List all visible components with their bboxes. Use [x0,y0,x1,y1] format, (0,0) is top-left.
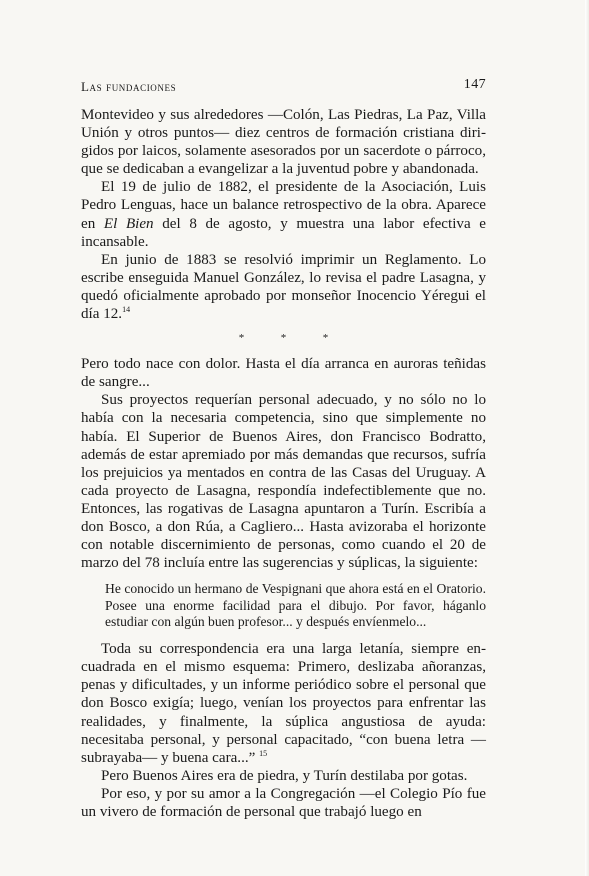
text-run: En junio de 1883 se resolvió imprimir un Reglamento. Lo escribe enseguida Manuel González, lo revisa el padre Lasagna, y quedó oficialmente aprobado por monseñor Inocencio Yéregui el día 12. [81,251,486,323]
paragraph: Pero todo nace con dolor. Hasta el día arranca en auroras teñidas de sangre... [81,356,486,391]
text-run: El 19 de julio de 1882, el presidente de la Asociación, Luis Pedro Lenguas, hace un balance retrospectivo de la obra. Aparece en [81,179,486,232]
separator-star: * [280,332,287,345]
separator-star: * [238,332,245,345]
section-separator [81,325,486,355]
paragraph [81,640,486,767]
newspaper-title: El Bien [103,215,154,232]
footnote-ref: 15 [259,748,268,758]
block-quote [105,581,486,630]
paragraph [81,251,486,323]
paragraph: Por eso, y por su amor a la Congregación —el Colegio Pío fue un vivero de formación de personal que trabajó luego en [81,785,486,820]
running-head: Las fundaciones [81,79,177,94]
paragraph: Pero Buenos Aires era de piedra, y Turín destilaba por gotas. [101,767,468,784]
paragraph: Montevideo y sus alrededores —Colón, Las Piedras, La Paz, Villa Unión y otros puntos— diez centros de formación cristiana dirigidos por laicos, solamente asesorados por un sacerdote o párroco, que se dedicaban a evangelizar a la juventud pobre y abandonada. [81,107,486,178]
page-edge [585,0,589,876]
page-header [81,77,486,95]
separator-star: * [322,332,329,345]
footnote-ref: 14 [122,305,131,314]
text-run: del 8 de agosto, y muestra una labor efectiva e incansable. [81,215,486,250]
page-number: 147 [463,77,486,92]
paragraph: Sus proyectos requerían personal adecuado, y no sólo no lo había con la necesaria competencia, sino que simplemente no había. El Superior de Buenos Aires, don Francisco Bodratto, además de estar apremiado por más demandas que recursos, sufría los prejuicios ya mentados en contra de las Casas del Uruguay. A cada proyecto de Lasagna, respondía indefectiblemente que no. Entonces, las rogativas de Lasagna apuntaron a Turín. Escribía a don Bosco, a don Rúa, a Cagliero... Hasta avizoraba el horizonte con notable discernimiento de personas, como cuando el 20 de marzo del 78 incluía entre las sugerencias y súplicas, la siguiente: [81,392,486,572]
quote-text: He conocido un hermano de Vespignani que ahora está en el Oratorio. Posee una enorme facilidad para el dibujo. Por favor, háganlo estudiar con algún buen profesor... y después envíenmelo... [105,581,486,629]
body-text [81,106,486,821]
paragraph [81,178,486,250]
text-run: Toda su correspondencia era una larga letanía, siempre encuadrada en el mismo esquema: Primero, deslizaba añoranzas, penas y dificultades, y un informe periódico sobre el personal que don Bosco exigía; luego, venían los proyectos para enfrentar las realidades, y finalmente, la súplica angustiosa de ayuda: necesitaba personal, y personal capacitado, “con buena letra —subrayaba— y buena cara...” [81,641,486,766]
